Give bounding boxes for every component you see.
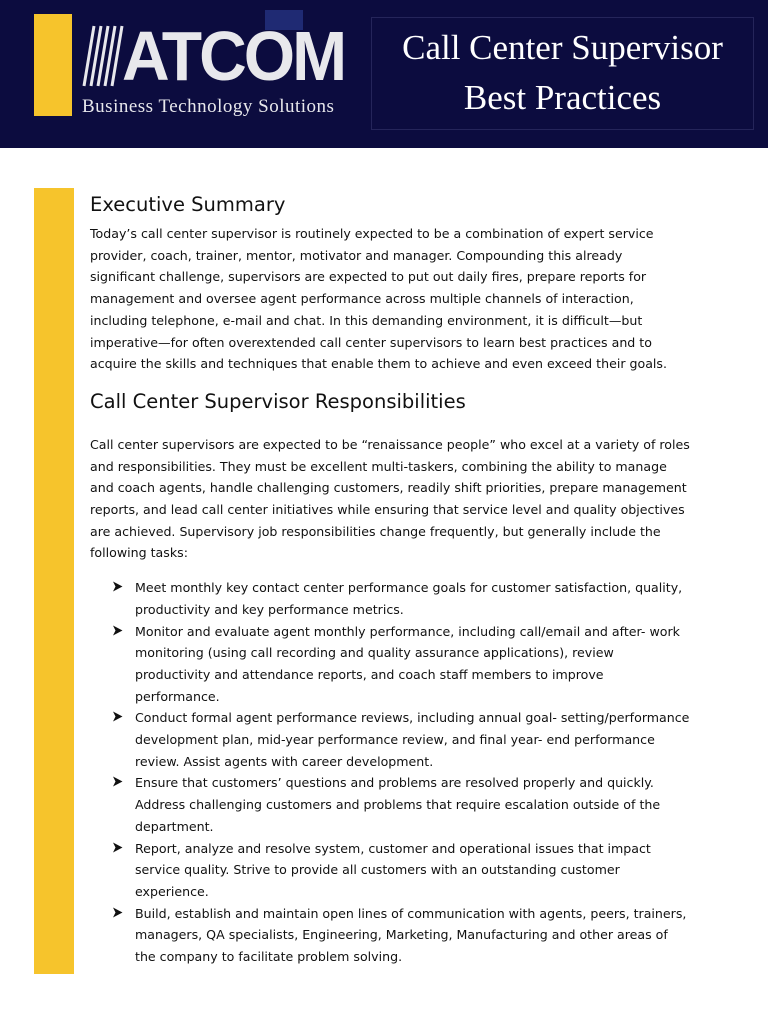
header-banner xyxy=(0,0,768,148)
responsibilities-intro: Call center supervisors are expected to be “renaissance people” who excel at a variety of roles and responsibilities. They must be excellent multi-taskers, combining the ability to manage and coach agents, handle challenging customers, readily shift priorities, prepare management reports, and lead call center initiatives while ensuring that service level and quality objectives are achieved. Supervisory job responsibilities change frequently, but generally include the following tasks: xyxy=(90,436,690,561)
arrowhead-bullet-icon xyxy=(112,621,123,643)
document-body xyxy=(90,190,690,968)
logo-tagline: Business Technology Solutions xyxy=(82,96,335,117)
list-item xyxy=(90,577,690,620)
arrowhead-bullet-icon xyxy=(112,577,123,599)
yellow-side-bar xyxy=(34,188,74,974)
task-text: Meet monthly key contact center performance goals for customer satisfaction, quality, productivity and key performance metrics. xyxy=(135,580,683,617)
task-text: Report, analyze and resolve system, customer and operational issues that impact service quality. Strive to provide all customers with an outstanding customer experience. xyxy=(135,840,651,899)
arrowhead-bullet-icon xyxy=(112,903,123,925)
title-line-1: Call Center Supervisor xyxy=(402,28,723,67)
arrowhead-bullet-icon xyxy=(112,838,123,860)
list-item xyxy=(90,707,690,772)
logo-yellow-block xyxy=(34,14,72,116)
task-text: Conduct formal agent performance reviews, including annual goal- setting/performance development plan, mid-year performance review, and final year- end performance review. Assist agents with career development. xyxy=(135,710,690,769)
logo-stripes-icon xyxy=(80,24,126,88)
arrowhead-bullet-icon xyxy=(112,707,123,729)
title-line-2: Best Practices xyxy=(463,78,662,117)
executive-summary-heading: Executive Summary xyxy=(90,193,286,216)
responsibilities-heading: Call Center Supervisor Responsibilities xyxy=(90,389,466,413)
arrowhead-bullet-icon xyxy=(112,772,123,794)
list-item xyxy=(90,772,690,837)
list-item xyxy=(90,903,690,968)
task-text: Monitor and evaluate agent monthly performance, including call/email and after- work monitoring (using call recording and quality assurance applications), review productivity and attendance reports, and coach staff members to improve performance. xyxy=(135,623,680,704)
list-item xyxy=(90,838,690,903)
task-text: Ensure that customers’ questions and problems are resolved properly and quickly. Address challenging customers and problems that require escalation outside of the department. xyxy=(135,775,661,834)
task-list xyxy=(90,577,690,968)
executive-summary-text: Today’s call center supervisor is routinely expected to be a combination of expert service provider, coach, trainer, mentor, motivator and manager. Compounding this already significant challenge, supervisors are expected to put out daily fires, prepare reports for management and oversee agent performance across multiple channels of interaction, including telephone, e-mail and chat. In this demanding environment, it is difficult—but imperative—for often overextended call center supervisors to learn best practices and to acquire the skills and techniques that enable them to achieve and even exceed their goals. xyxy=(90,226,667,372)
atcom-logo xyxy=(72,14,368,124)
logo-wordmark: ATCOM xyxy=(122,17,345,95)
document-title xyxy=(371,17,754,130)
list-item xyxy=(90,621,690,708)
task-text: Build, establish and maintain open lines of communication with agents, peers, trainers, managers, QA specialists, Engineering, Marketing, Manufacturing and other areas of the company to facilitate problem solving. xyxy=(135,905,687,965)
